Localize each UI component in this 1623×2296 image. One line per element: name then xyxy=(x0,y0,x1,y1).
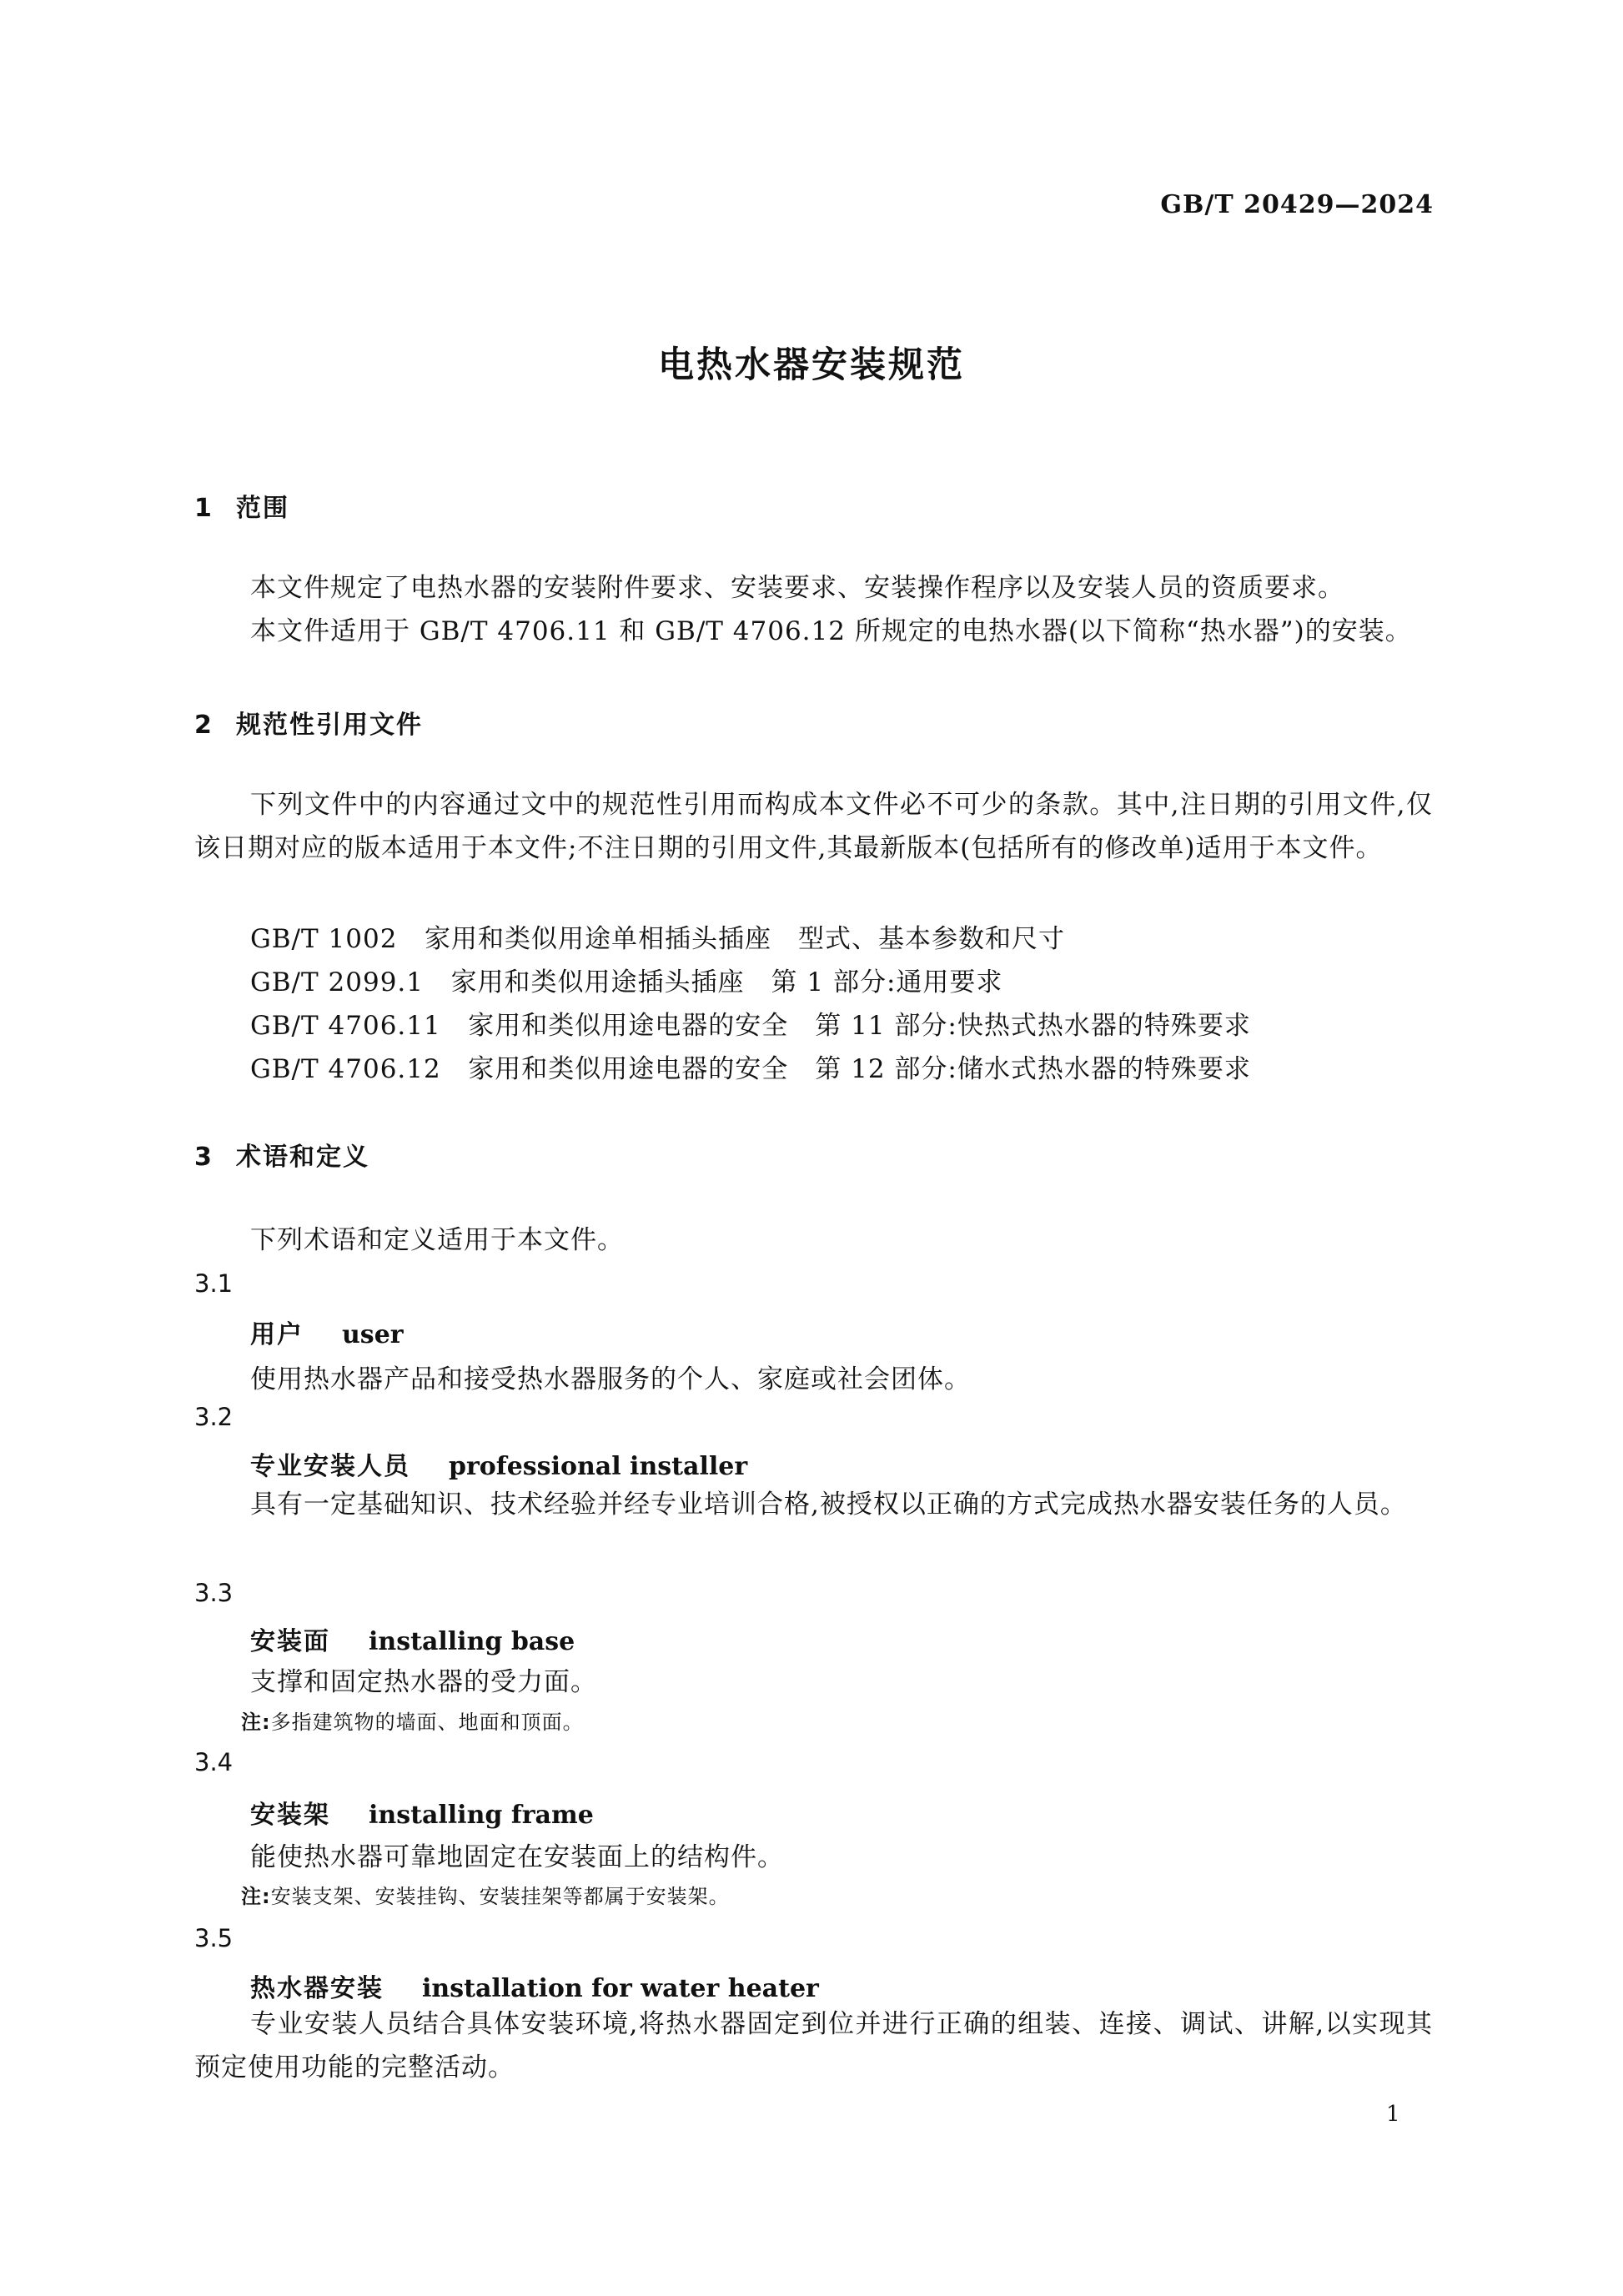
section-title: 术语和定义 xyxy=(236,1143,369,1172)
term-english: installing frame xyxy=(369,1801,594,1830)
term-english: installation for water heater xyxy=(422,1974,819,2003)
term-number: 3.3 xyxy=(194,1579,234,1607)
term-definition: 专业安装人员结合具体安装环境,将热水器固定到位并进行正确的组装、连接、调试、讲解,以实现其预定使用功能的完整活动。 xyxy=(194,2009,1433,2082)
reference-title: 家用和类似用途插头插座 第 1 部分:通用要求 xyxy=(450,967,1003,997)
reference-code: GB/T 2099.1 xyxy=(250,967,424,997)
term-chinese: 专业安装人员 xyxy=(250,1452,410,1481)
section-heading-terms-definitions xyxy=(194,1136,369,1173)
section-title: 规范性引用文件 xyxy=(236,711,423,740)
reference-title: 家用和类似用途电器的安全 第 12 部分:储水式热水器的特殊要求 xyxy=(468,1054,1251,1084)
note-label: 注: xyxy=(241,1711,271,1734)
term-number: 3.2 xyxy=(194,1403,234,1431)
reference-code: GB/T 1002 xyxy=(250,924,398,954)
section-number: 1 xyxy=(194,494,214,523)
term-english: user xyxy=(342,1320,404,1349)
term-number: 3.4 xyxy=(194,1748,234,1776)
term-heading xyxy=(250,1314,404,1350)
reference-title: 家用和类似用途电器的安全 第 11 部分:快热式热水器的特殊要求 xyxy=(468,1011,1251,1041)
term-heading xyxy=(250,1794,594,1831)
section-title: 范围 xyxy=(236,494,289,523)
term-heading xyxy=(250,1967,819,2004)
term-number: 3.5 xyxy=(194,1924,234,1952)
document-code: GB/T 20429—2024 xyxy=(1160,190,1434,219)
reference-item xyxy=(250,961,1002,998)
scope-paragraph: 本文件规定了电热水器的安装附件要求、安装要求、安装操作程序以及安装人员的资质要求。 xyxy=(250,573,1344,603)
term-heading xyxy=(250,1620,575,1657)
section-heading-scope xyxy=(194,487,289,524)
section-heading-normative-references xyxy=(194,704,423,741)
term-definition: 支撑和固定热水器的受力面。 xyxy=(250,1667,597,1697)
note-text: 安装支架、安装挂钩、安装挂架等都属于安装架。 xyxy=(270,1885,730,1908)
term-english: professional installer xyxy=(449,1452,748,1481)
term-heading xyxy=(250,1445,747,1482)
section-number: 3 xyxy=(194,1143,214,1172)
scope-paragraph: 本文件适用于 GB/T 4706.11 和 GB/T 4706.12 所规定的电热水器(以下简称“热水器”)的安装。 xyxy=(250,616,1412,646)
reference-code: GB/T 4706.12 xyxy=(250,1054,441,1084)
terms-intro: 下列术语和定义适用于本文件。 xyxy=(250,1225,624,1255)
term-chinese: 安装架 xyxy=(250,1801,330,1830)
section-number: 2 xyxy=(194,711,214,740)
term-definition: 使用热水器产品和接受热水器服务的个人、家庭或社会团体。 xyxy=(250,1364,971,1394)
term-chinese: 热水器安装 xyxy=(250,1974,384,2003)
term-definition: 能使热水器可靠地固定在安装面上的结构件。 xyxy=(250,1842,784,1872)
reference-code: GB/T 4706.11 xyxy=(250,1011,441,1041)
reference-item xyxy=(250,1048,1251,1085)
reference-item xyxy=(250,1004,1251,1042)
note-label: 注: xyxy=(241,1885,271,1908)
reference-title: 家用和类似用途单相插头插座 型式、基本参数和尺寸 xyxy=(424,924,1065,954)
term-number: 3.1 xyxy=(194,1269,234,1298)
term-definition: 具有一定基础知识、技术经验并经专业培训合格,被授权以正确的方式完成热水器安装任务的人员。 xyxy=(250,1490,1407,1520)
note-text: 多指建筑物的墙面、地面和顶面。 xyxy=(270,1711,584,1734)
document-title: 电热水器安装规范 xyxy=(658,344,965,386)
term-chinese: 安装面 xyxy=(250,1627,330,1656)
reference-item xyxy=(250,917,1065,955)
references-intro: 下列文件中的内容通过文中的规范性引用而构成本文件必不可少的条款。其中,注日期的引用文件,仅该日期对应的版本适用于本文件;不注日期的引用文件,其最新版本(包括所有的修改单)适用于本文件。 xyxy=(194,790,1433,863)
term-note xyxy=(241,1880,730,1909)
term-chinese: 用户 xyxy=(250,1320,304,1349)
term-english: installing base xyxy=(369,1627,575,1656)
term-note xyxy=(241,1706,584,1735)
page-number: 1 xyxy=(1386,2102,1400,2127)
